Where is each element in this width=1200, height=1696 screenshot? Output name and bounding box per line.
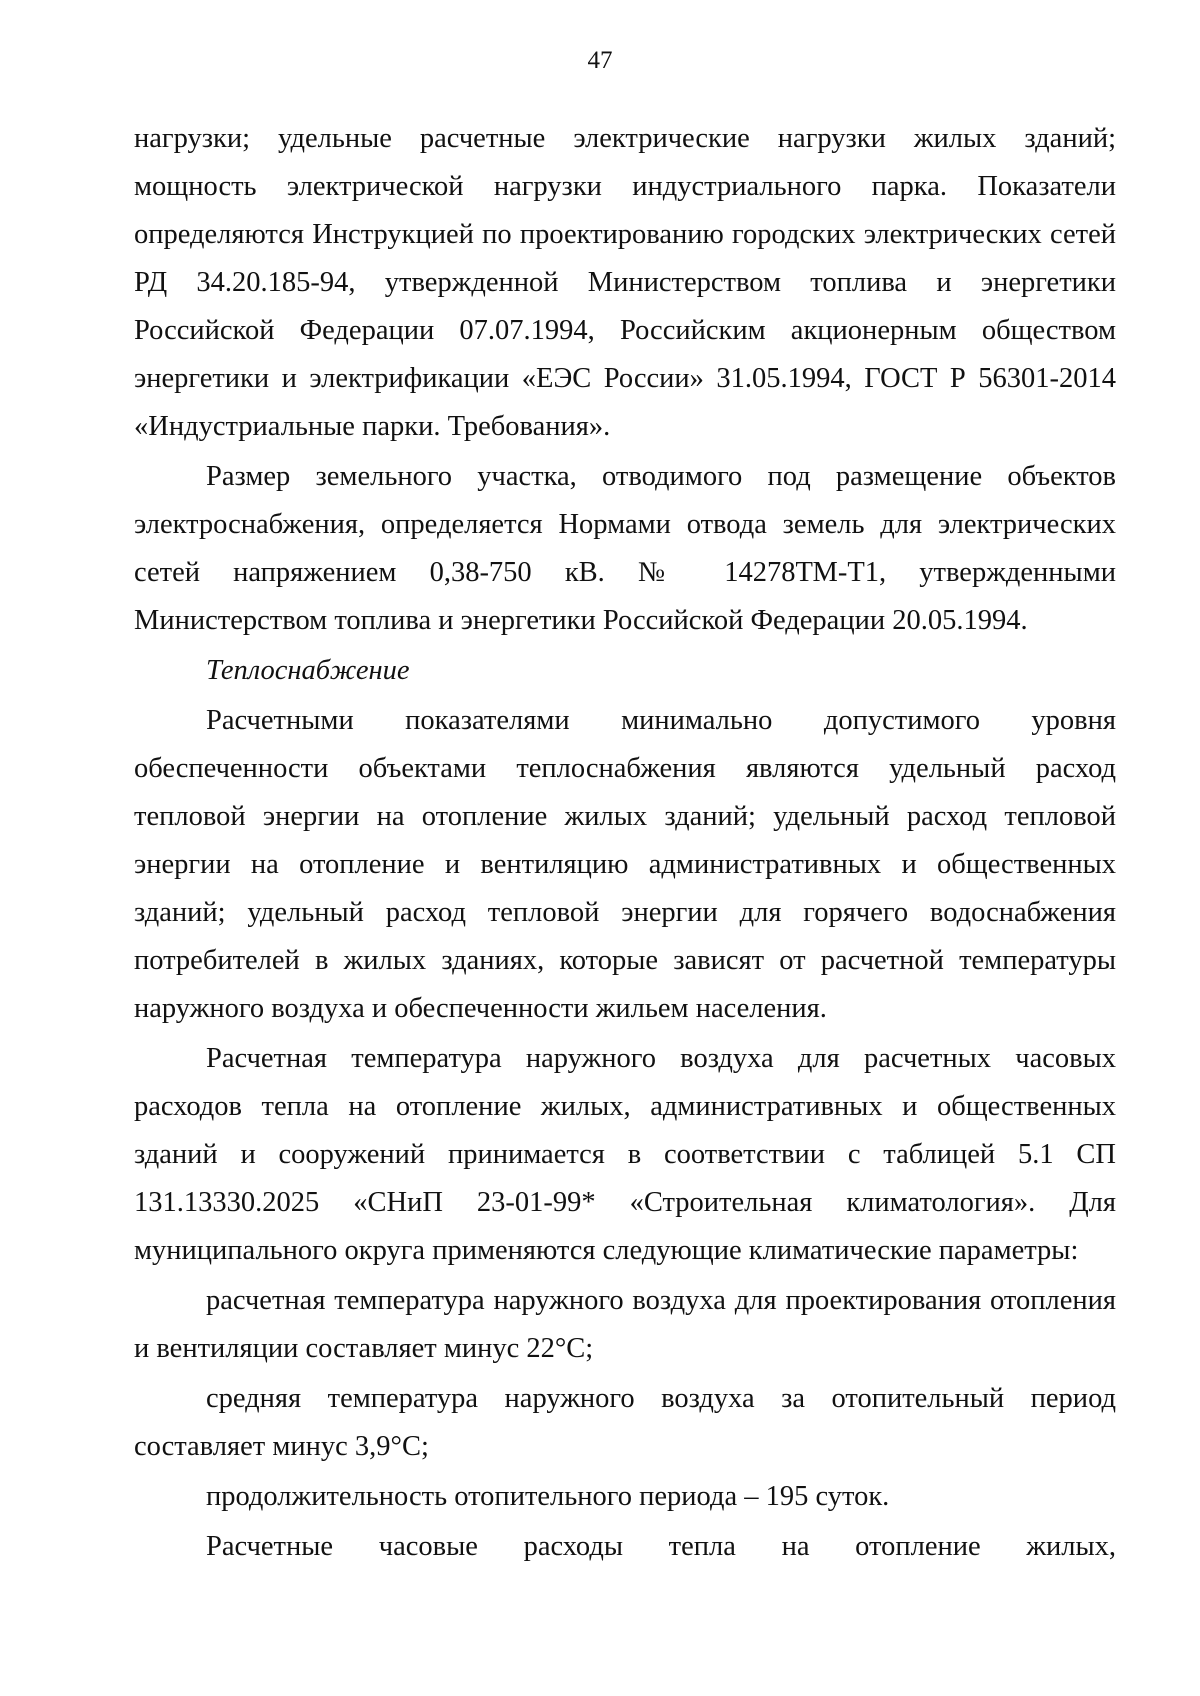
page-number: 47 — [587, 47, 613, 74]
paragraph-hourly-heat-consumption: Расчетные часовые расходы тепла на отопление жилых, — [206, 1531, 1116, 1562]
paragraph-electric-load-continuation: нагрузки; удельные расчетные электрические нагрузки жилых зданий; мощность электрической нагрузки индустриального парка. Показатели определяются Инструкцией по проектированию городских электрических сетей РД 34.20.185-94, утвержденной Министерством топлива и энергетики Российской Федерации 07.07.1994, Российским акционерным обществом энергетики и электрификации «ЕЭС России» 31.05.1994, ГОСТ Р 56301-2014 «Индустриальные парки. Требования». — [134, 123, 1116, 442]
paragraph-land-plot-size: Размер земельного участка, отводимого под размещение объектов электроснабжения, определяется Нормами отвода земель для электрических сетей напряжением 0,38-750 кВ. № 14278ТМ-Т1, утвержденными Министерством топлива и энергетики Российской Федерации 20.05.1994. — [134, 461, 1116, 636]
section-heading-heat-supply: Теплоснабжение — [206, 655, 410, 686]
document-body — [134, 115, 1116, 1571]
paragraph-outdoor-temperature: Расчетная температура наружного воздуха для расчетных часовых расходов тепла на отопление жилых, административных и общественных зданий и сооружений принимается в соответствии с таблицей 5.1 СП 131.13330.2025 «СНиП 23-01-99* «Строительная климатология». Для муниципального округа применяются следующие климатические параметры: — [134, 1043, 1116, 1266]
paragraph-heat-supply-indicators: Расчетными показателями минимально допустимого уровня обеспеченности объектами теплоснабжения являются удельный расход тепловой энергии на отопление жилых зданий; удельный расход тепловой энергии на отопление и вентиляцию административных и общественных зданий; удельный расход тепловой энергии для горячего водоснабжения потребителей в жилых зданиях, которые зависят от расчетной температуры наружного воздуха и обеспеченности жильем населения. — [134, 705, 1116, 1024]
paragraph-heating-period-duration: продолжительность отопительного периода – 195 суток. — [206, 1481, 890, 1512]
paragraph-average-temperature: средняя температура наружного воздуха за отопительный период составляет минус 3,9°С; — [134, 1383, 1116, 1462]
paragraph-design-temperature: расчетная температура наружного воздуха для проектирования отопления и вентиляции составляет минус 22°С; — [134, 1285, 1116, 1364]
